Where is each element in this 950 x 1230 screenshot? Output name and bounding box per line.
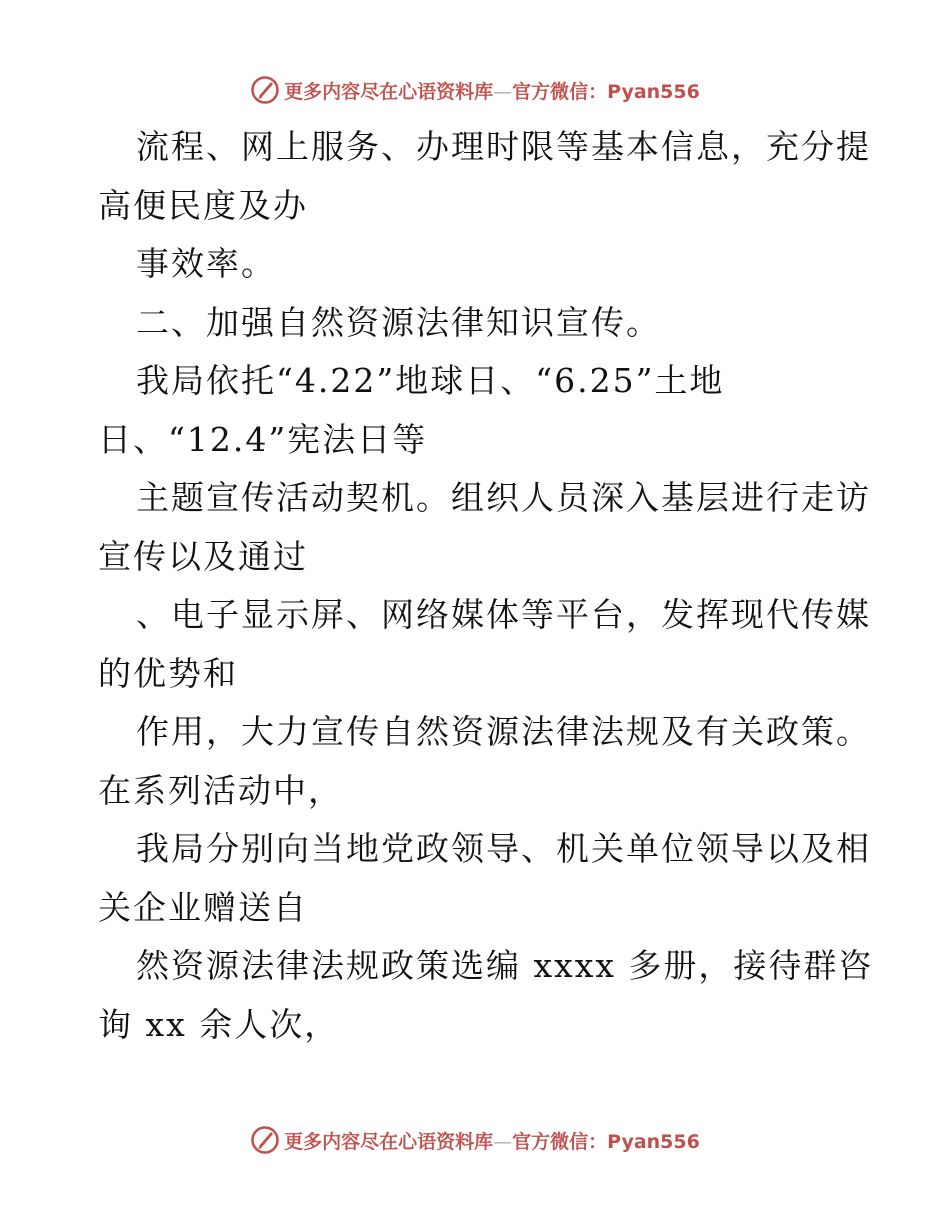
quill-logo-icon xyxy=(250,75,280,105)
body-line: 高便民度及办 xyxy=(98,185,308,225)
body-line: 作用，大力宣传自然资源法律法规及有关政策。 xyxy=(136,712,871,751)
body-line: 主题宣传活动契机。组织人员深入基层进行走访 xyxy=(136,478,871,517)
body-line: 询 xx 余人次， xyxy=(98,1004,340,1044)
body-line: 我局分别向当地党政领导、机关单位领导以及相 xyxy=(136,829,871,868)
quill-logo-icon xyxy=(250,1125,280,1155)
body-line: 然资源法律法规政策选编 xxxx 多册，接待群咨 xyxy=(136,946,874,985)
footer-watermark-text: 更多内容尽在心语资料库—官方微信：Pyan556 xyxy=(284,1130,700,1153)
footer-watermark xyxy=(0,1120,950,1160)
header-watermark-text: 更多内容尽在心语资料库—官方微信：Pyan556 xyxy=(284,80,700,103)
header-watermark xyxy=(0,70,950,110)
body-line: 宣传以及通过 xyxy=(98,536,308,576)
document-body xyxy=(98,118,874,1054)
body-line: 在系列活动中， xyxy=(98,770,343,810)
body-line: 流程、网上服务、办理时限等基本信息，充分提 xyxy=(136,127,871,166)
body-line: 事效率。 xyxy=(136,244,276,283)
body-line: 、电子显示屏、网络媒体等平台，发挥现代传媒 xyxy=(136,595,871,634)
body-line: 日、“12.4”宪法日等 xyxy=(98,419,428,459)
section-heading: 二、加强自然资源法律知识宣传。 xyxy=(136,302,661,342)
body-line: 我局依托“4.22”地球日、“6.25”土地 xyxy=(136,361,725,400)
body-line: 关企业赠送自 xyxy=(98,887,308,927)
body-line: 的优势和 xyxy=(98,653,238,693)
